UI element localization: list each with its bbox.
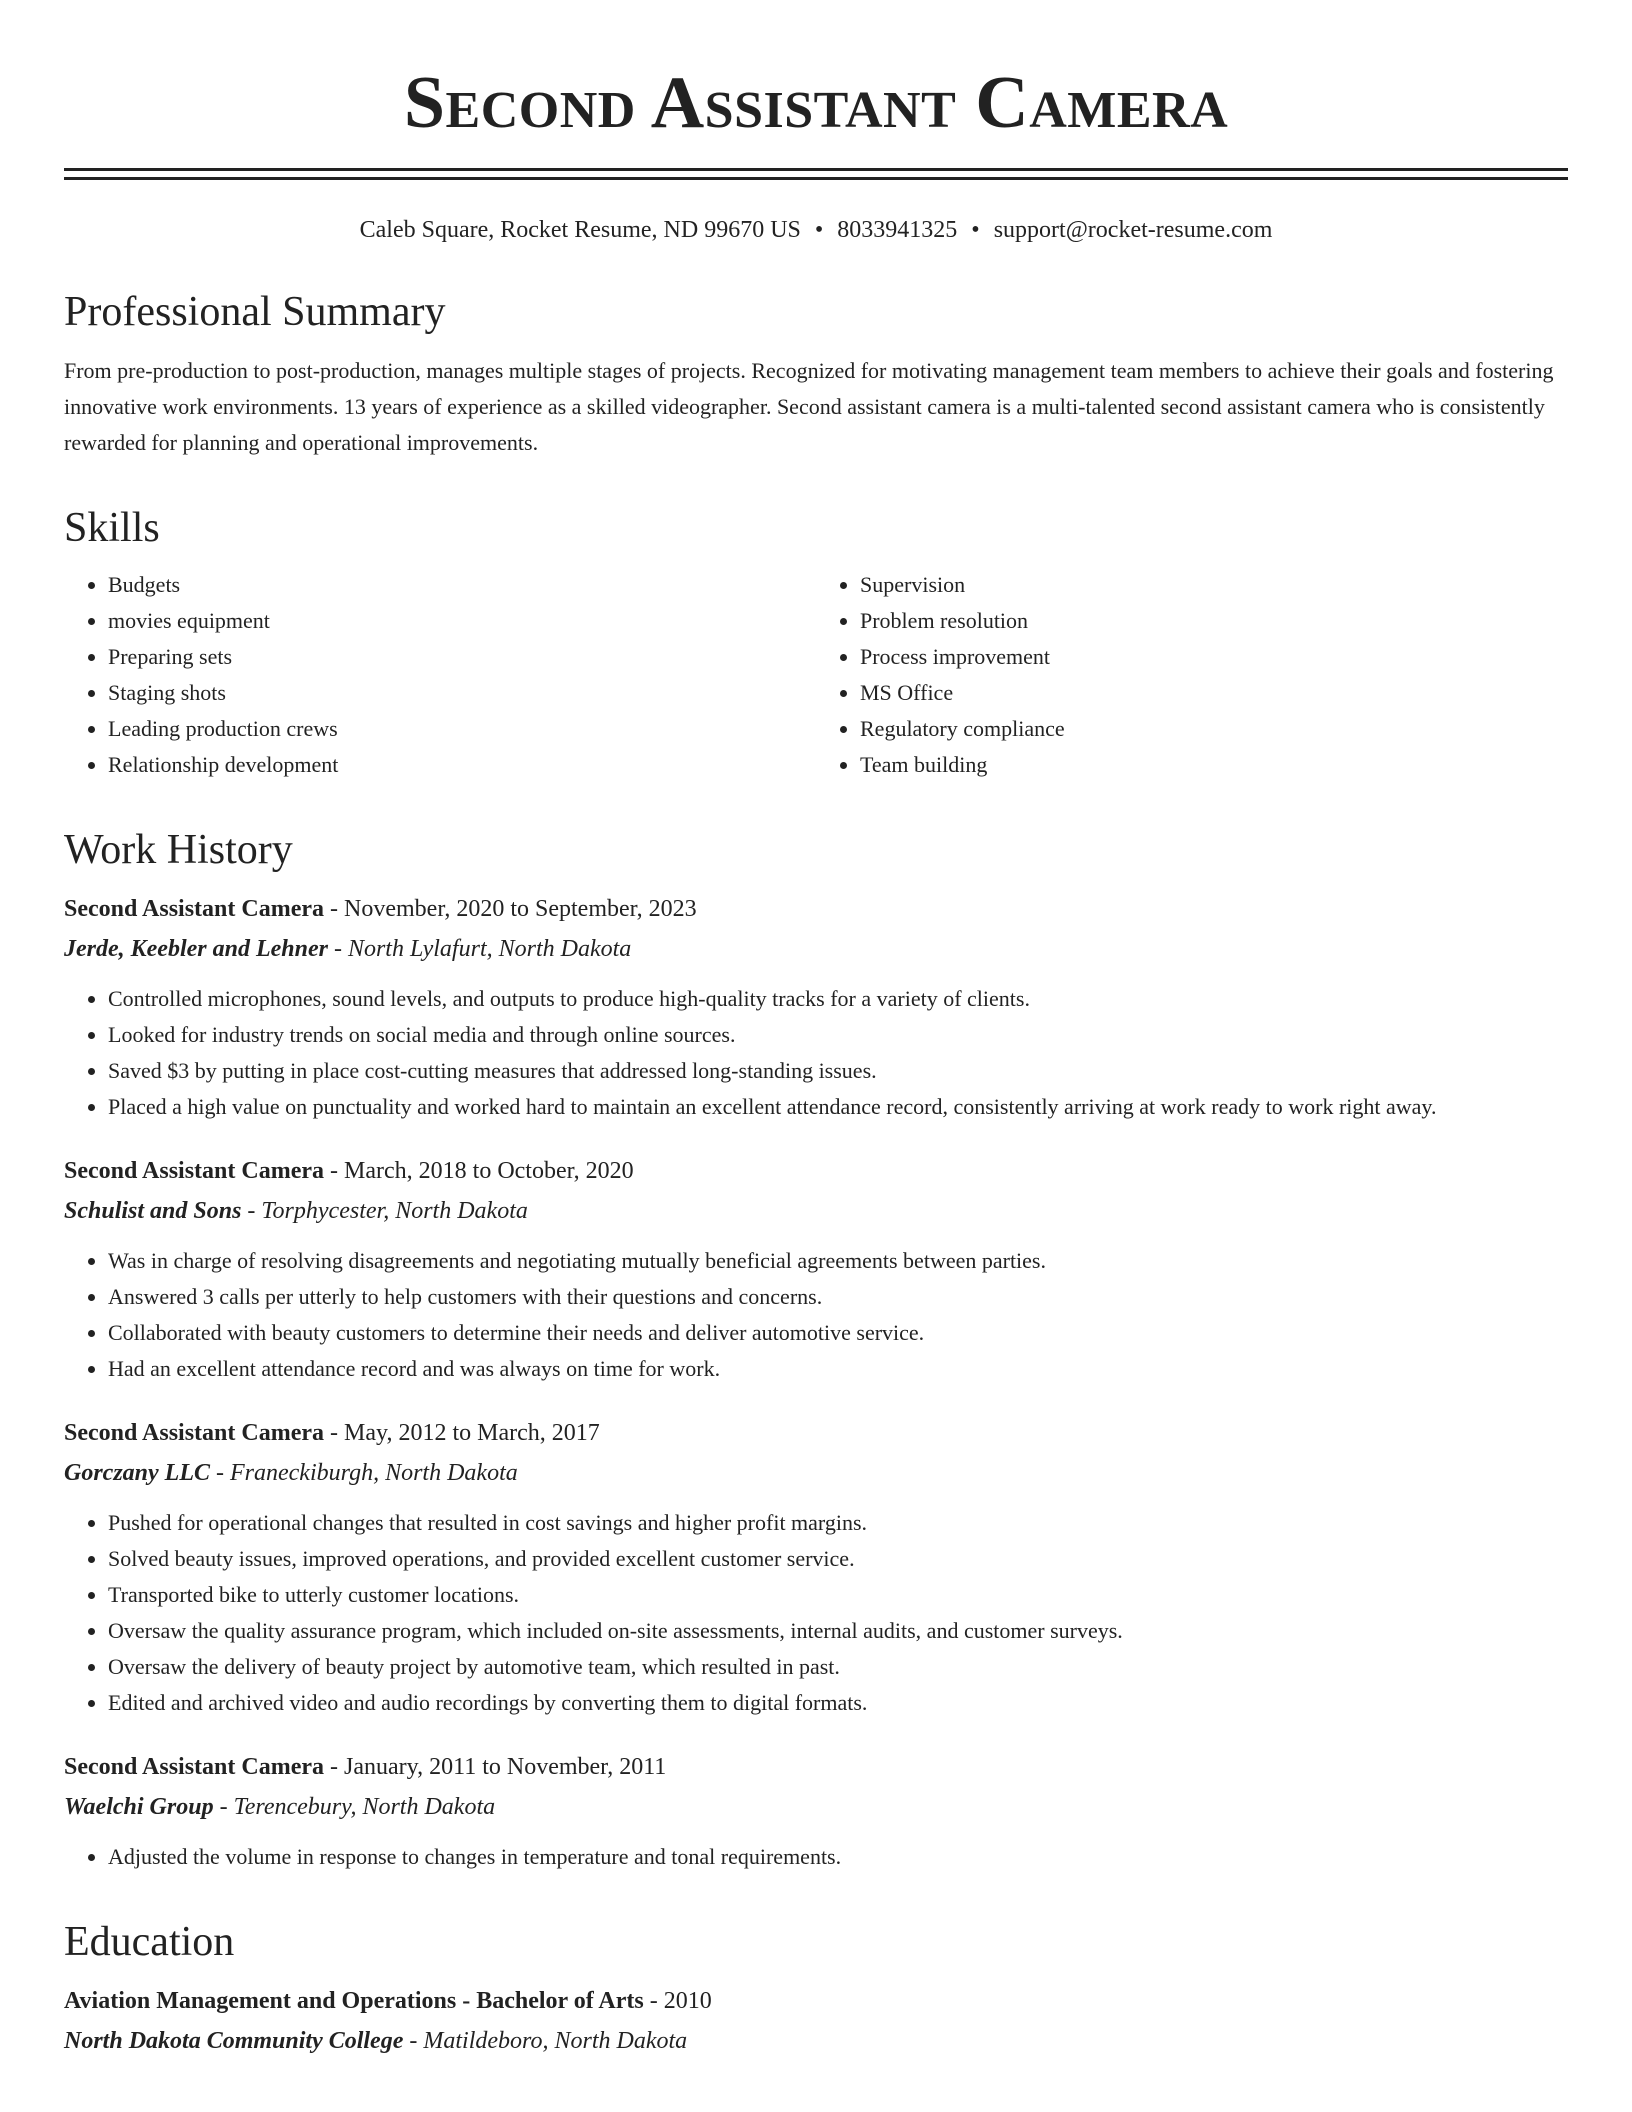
skill-item: • Staging shots [108,675,816,711]
education-entry [64,1981,1568,2061]
skill-item: • movies equipment [108,603,816,639]
job-entry [64,889,1568,1125]
job-location: - Torphycester, North Dakota [241,1197,528,1224]
job-title: Second Assistant Camera [64,895,325,922]
job-bullet: • Placed a high value on punctuality and worked hard to maintain an excellent attendance record, consistently arriving at work ready to work right away. [108,1089,1568,1125]
education-degree: Aviation Management and Operations - Bachelor of Arts [64,1987,644,2014]
job-title: Second Assistant Camera [64,1157,325,1184]
education-location: - Matildeboro, North Dakota [403,2027,688,2054]
job-company: Gorczany LLC [64,1459,210,1486]
contact-phone: 8033941325 [837,217,958,243]
skills-heading: Skills [64,504,160,551]
job-bullet: • Had an excellent attendance record and was always on time for work. [108,1351,1568,1387]
contact-email: support@rocket-resume.com [993,217,1273,243]
job-dates: - May, 2012 to March, 2017 [324,1419,600,1446]
job-bullets [64,1505,1568,1721]
work-history-heading: Work History [64,826,293,873]
education-heading: Education [64,1918,235,1965]
skills-column-left [64,567,816,783]
job-bullet: • Controlled microphones, sound levels, and outputs to produce high-quality tracks for a variety of clients. [108,981,1568,1017]
job-bullet: • Collaborated with beauty customers to determine their needs and deliver automotive service. [108,1315,1568,1351]
skill-item: • Supervision [860,567,1568,603]
job-bullet: • Adjusted the volume in response to changes in temperature and tonal requirements. [108,1839,1568,1875]
contact-separator: • [814,217,824,243]
contact-separator: • [971,217,980,243]
job-entry [64,1747,1568,1875]
education-school: North Dakota Community College [64,2027,404,2054]
skill-item: • Problem resolution [860,603,1568,639]
header-divider-bottom [64,177,1568,180]
job-header [64,1151,1568,1191]
job-bullet: • Oversaw the quality assurance program, which included on-site assessments, internal audits, and customer surveys. [108,1613,1568,1649]
job-bullet: • Oversaw the delivery of beauty project by automotive team, which resulted in past. [108,1649,1568,1685]
job-title: Second Assistant Camera [64,1419,325,1446]
job-bullet: • Saved $3 by putting in place cost-cutting measures that addressed long-standing issues. [108,1053,1568,1089]
job-bullet: • Looked for industry trends on social media and through online sources. [108,1017,1568,1053]
job-header [64,1413,1568,1453]
job-header [64,889,1568,929]
skill-item: • Relationship development [108,747,816,783]
job-title: Second Assistant Camera [64,1753,325,1780]
skill-item: • Team building [860,747,1568,783]
job-location: - Franeckiburgh, North Dakota [210,1459,518,1486]
job-dates: - March, 2018 to October, 2020 [324,1157,634,1184]
job-bullet: • Was in charge of resolving disagreements and negotiating mutually beneficial agreements between parties. [108,1243,1568,1279]
contact-line [64,216,1568,245]
skills-column-right [816,567,1568,783]
job-bullet: • Edited and archived video and audio recordings by converting them to digital formats. [108,1685,1568,1721]
skill-item: • MS Office [860,675,1568,711]
summary-text: From pre-production to post-production, manages multiple stages of projects. Recognized for motivating management team members to achieve their goals and fostering innovative work environments. 13 years of experience as a skilled videographer. Second assistant camera is a multi-talented second assistant camera who is consistently rewarded for planning and operational improvements. [64,357,1554,455]
job-dates: - January, 2011 to November, 2011 [324,1753,667,1780]
job-company: Schulist and Sons [64,1197,242,1224]
summary-heading: Professional Summary [64,288,446,335]
job-employer [64,1453,1568,1493]
skill-item: • Budgets [108,567,816,603]
job-bullets [64,981,1568,1125]
job-employer [64,929,1568,969]
job-entry [64,1151,1568,1387]
skill-item: • Process improvement [860,639,1568,675]
job-company: Jerde, Keebler and Lehner [64,935,328,962]
job-company: Waelchi Group [64,1793,214,1820]
job-dates: - November, 2020 to September, 2023 [324,895,697,922]
skill-item: • Regulatory compliance [860,711,1568,747]
job-location: - North Lylafurt, North Dakota [327,935,632,962]
job-bullet: • Transported bike to utterly customer locations. [108,1577,1568,1613]
education-school-line [64,2021,1568,2061]
job-header [64,1747,1568,1787]
job-bullet: • Solved beauty issues, improved operations, and provided excellent customer service. [108,1541,1568,1577]
resume-title: Second Assistant Camera [403,62,1229,144]
skills-list [64,567,1568,783]
skill-item: • Leading production crews [108,711,816,747]
job-bullets [64,1243,1568,1387]
skill-item: • Preparing sets [108,639,816,675]
job-employer [64,1787,1568,1827]
header-divider-top [64,168,1568,171]
job-employer [64,1191,1568,1231]
education-year: - 2010 [643,1987,712,2014]
job-bullets [64,1839,1568,1875]
job-bullet: • Pushed for operational changes that resulted in cost savings and higher profit margins. [108,1505,1568,1541]
contact-address: Caleb Square, Rocket Resume, ND 99670 US [359,217,801,243]
job-bullet: • Answered 3 calls per utterly to help customers with their questions and concerns. [108,1279,1568,1315]
job-entry [64,1413,1568,1721]
job-location: - Terencebury, North Dakota [213,1793,496,1820]
education-degree-line [64,1981,1568,2021]
